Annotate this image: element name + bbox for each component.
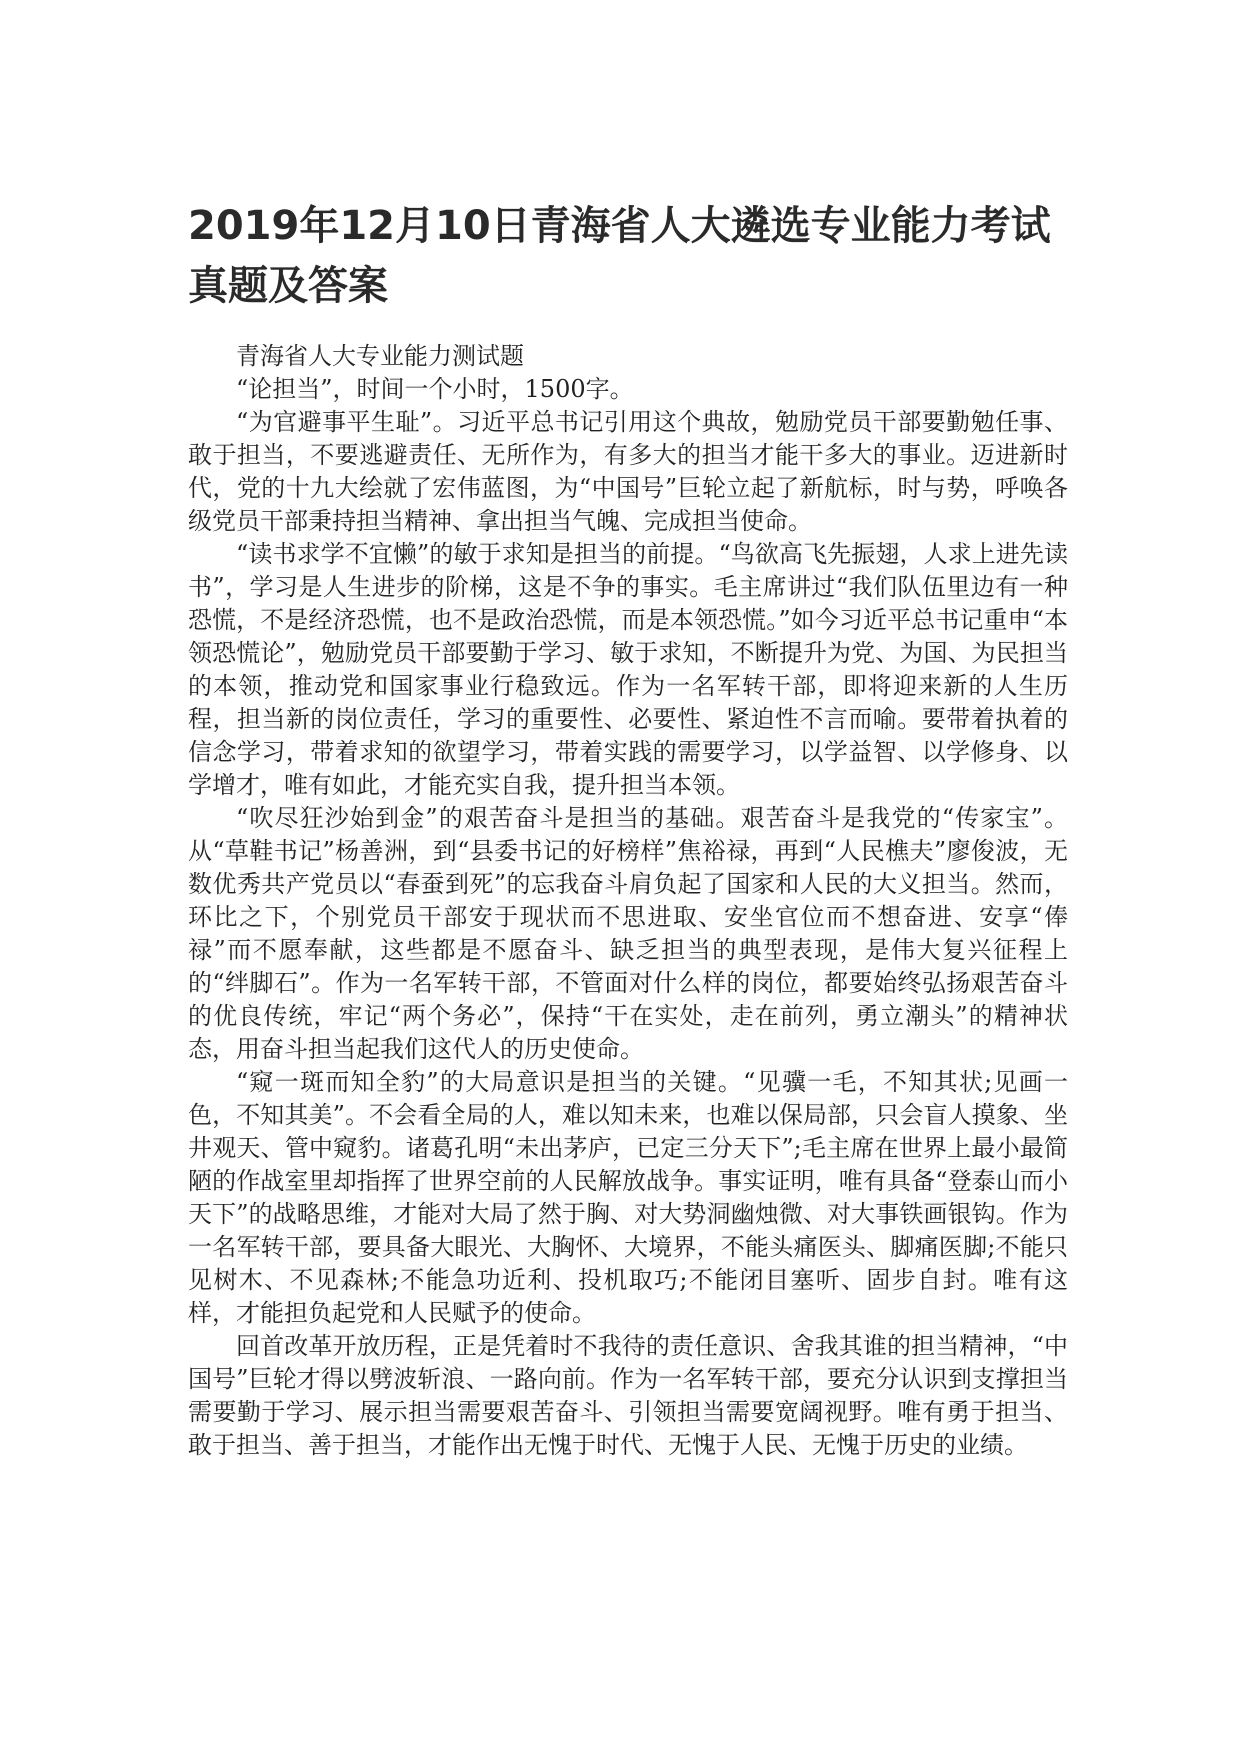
exam-subtitle: 青海省人大专业能力测试题 [236, 342, 524, 370]
exam-topic: “论担当”，时间一个小时，1500字。 [236, 375, 634, 403]
body-paragraph: “吹尽狂沙始到金”的艰苦奋斗是担当的基础。艰苦奋斗是我党的“传家宝”。从“草鞋书记”杨善洲，到“县委书记的好榜样”焦裕禄，再到“人民樵夫”廖俊波，无数优秀共产党员以“春蚕到死”的忘我奋斗肩负起了国家和人民的大义担当。然而，环比之下，个别党员干部安于现状而不思进取、安坐官位而不想奋进、安享“俸禄”而不愿奉献，这些都是不愿奋斗、缺乏担当的典型表现，是伟大复兴征程上的“绊脚石”。作为一名军转干部，不管面对什么样的岗位，都要始终弘扬艰苦奋斗的优良传统，牢记“两个务必”，保持“干在实处，走在前列，勇立潮头”的精神状态，用奋斗担当起我们这代人的历史使命。 [188, 804, 1068, 1063]
body-paragraph: 回首改革开放历程，正是凭着时不我待的责任意识、舍我其谁的担当精神，“中国号”巨轮才得以劈波斩浪、一路向前。作为一名军转干部，要充分认识到支撑担当需要勤于学习、展示担当需要艰苦奋斗、引领担当需要宽阔视野。唯有勇于担当、敢于担当、善于担当，才能作出无愧于时代、无愧于人民、无愧于历史的业绩。 [188, 1332, 1068, 1459]
document-title: 2019年12月10日青海省人大遴选专业能力考试真题及答案 [188, 203, 1051, 309]
body-paragraph: “读书求学不宜懒”的敏于求知是担当的前提。“鸟欲高飞先振翅，人求上进先读书”，学习是人生进步的阶梯，这是不争的事实。毛主席讲过“我们队伍里边有一种恐慌，不是经济恐慌，也不是政治恐慌，而是本领恐慌。”如今习近平总书记重申“本领恐慌论”，勉励党员干部要勤于学习、敏于求知，不断提升为党、为国、为民担当的本领，推动党和国家事业行稳致远。作为一名军转干部，即将迎来新的人生历程，担当新的岗位责任，学习的重要性、必要性、紧迫性不言而喻。要带着执着的信念学习，带着求知的欲望学习，带着实践的需要学习，以学益智、以学修身、以学增才，唯有如此，才能充实自我，提升担当本领。 [188, 540, 1068, 799]
body-paragraph: “窥一斑而知全豹”的大局意识是担当的关键。“见骥一毛，不知其状;见画一色，不知其美”。不会看全局的人，难以知未来，也难以保局部，只会盲人摸象、坐井观天、管中窥豹。诸葛孔明“未出茅庐，已定三分天下”;毛主席在世界上最小最简陋的作战室里却指挥了世界空前的人民解放战争。事实证明，唯有具备“登泰山而小天下”的战略思维，才能对大局了然于胸、对大势洞幽烛微、对大事铁画银钩。作为一名军转干部，要具备大眼光、大胸怀、大境界，不能头痛医头、脚痛医脚;不能只见树木、不见森林;不能急功近利、投机取巧;不能闭目塞听、固步自封。唯有这样，才能担负起党和人民赋予的使命。 [188, 1068, 1068, 1327]
body-paragraph: “为官避事平生耻”。习近平总书记引用这个典故，勉励党员干部要勤勉任事、敢于担当，不要逃避责任、无所作为，有多大的担当才能干多大的事业。迈进新时代，党的十九大绘就了宏伟蓝图，为“中国号”巨轮立起了新航标，时与势，呼唤各级党员干部秉持担当精神、拿出担当气魄、完成担当使命。 [188, 408, 1068, 535]
document-body [188, 340, 1068, 1462]
